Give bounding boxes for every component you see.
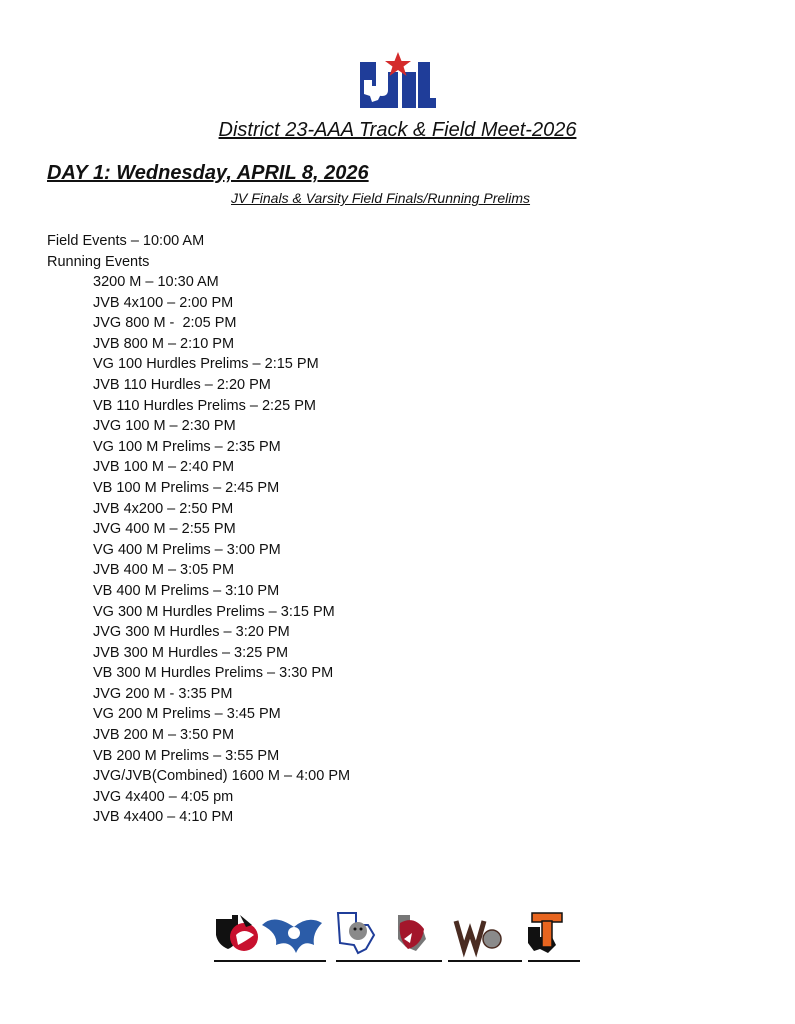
running-events-list [93,272,350,828]
list-item: VB 200 M Prelims – 3:55 PM [93,747,280,764]
running-events-heading: Running Events [47,253,150,270]
list-item: JVG 100 M – 2:30 PM [93,418,236,435]
list-item: JVB 110 Hurdles – 2:20 PM [93,376,271,393]
list-item: VB 300 M Hurdles Prelims – 3:30 PM [93,665,334,682]
day-subtitle: JV Finals & Varsity Field Finals/Running Prelims [231,190,531,206]
list-item: JVG 800 M - 2:05 PM [93,315,237,332]
list-item: VB 110 Hurdles Prelims – 2:25 PM [93,397,316,414]
meet-title: District 23-AAA Track & Field Meet-2026 [218,119,577,141]
list-item: VG 400 M Prelims – 3:00 PM [93,541,281,558]
list-item: JVB 400 M – 3:05 PM [93,562,235,579]
warrior-logo [216,915,258,951]
list-item: VG 100 Hurdles Prelims – 2:15 PM [93,356,319,373]
list-item: VB 100 M Prelims – 2:45 PM [93,479,280,496]
list-item: JVB 200 M – 3:50 PM [93,727,235,744]
w-bulldog-logo [456,921,501,949]
list-item: JVB 4x400 – 4:10 PM [93,809,234,826]
list-item: JVG 4x400 – 4:05 pm [93,788,234,805]
list-item: JVG 300 M Hurdles – 3:20 PM [93,624,290,641]
list-item: VG 100 M Prelims – 2:35 PM [93,438,281,455]
list-item: JVB 4x200 – 2:50 PM [93,500,234,517]
list-item: JVB 300 M Hurdles – 3:25 PM [93,644,289,661]
school-logos [210,905,590,965]
field-events-line: Field Events – 10:00 AM [47,233,205,249]
list-item: JVB 4x100 – 2:00 PM [93,294,234,311]
bulldog-texas-logo [338,913,374,953]
list-item: VG 200 M Prelims – 3:45 PM [93,706,281,723]
list-item: JVB 100 M – 2:40 PM [93,459,235,476]
list-item: JVG 200 M - 3:35 PM [93,685,233,702]
list-item: JVB 800 M – 2:10 PM [93,335,235,352]
list-item: JVG/JVB(Combined) 1600 M – 4:00 PM [93,768,351,785]
list-item: JVG 400 M – 2:55 PM [93,521,236,538]
eagle-logo [262,919,322,953]
list-item: VG 300 M Hurdles Prelims – 3:15 PM [93,603,335,620]
razorback-logo [398,915,426,951]
list-item: VB 400 M Prelims – 3:10 PM [93,582,280,599]
day-title: DAY 1: Wednesday, APRIL 8, 2026 [47,162,369,184]
list-item: 3200 M – 10:30 AM [93,274,219,290]
uil-logo [358,50,438,110]
t-texas-logo [528,913,562,953]
